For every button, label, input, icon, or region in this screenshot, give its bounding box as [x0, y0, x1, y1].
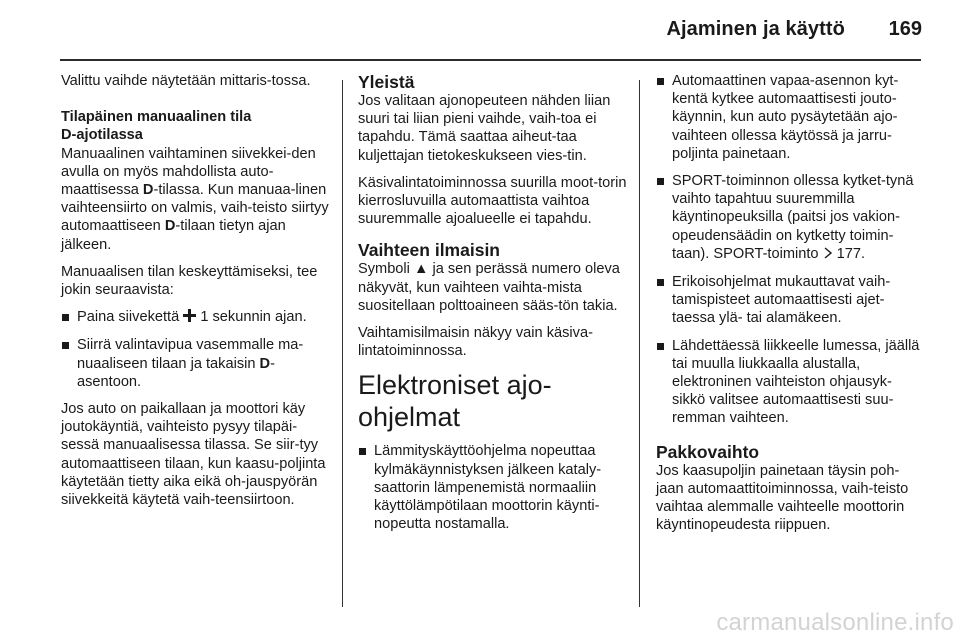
list-item: Paina siivekettä 1 sekunnin ajan.	[61, 308, 333, 327]
page-reference-link[interactable]: 177.	[836, 245, 866, 262]
bullet-icon	[657, 279, 664, 286]
paragraph-gear-too-high-low: Jos valitaan ajonopeuteen nähden liian suuri tai liian pieni vaihde, vaih-toa ei tapahdu. Tämä saattaa aiheut-taa kuljettajan tietokeskukseen vies-tin.	[358, 93, 611, 164]
bullet-icon	[657, 343, 664, 350]
upshift-arrow-icon: ▲	[413, 261, 429, 278]
watermark: carmanualsonline.info	[716, 609, 954, 636]
header-rule	[60, 59, 921, 61]
section-title: Ajaminen ja käyttö	[666, 18, 845, 40]
heading-kickdown: Pakkovaihto	[656, 441, 760, 462]
bullet-icon	[62, 314, 69, 321]
list-item: Lämmityskäyttöohjelma nopeuttaa kylmäkäynnistyksen jälkeen kataly-saattorin lämpenemistä normaaliin käyttölämpötilaan moottorin käynti-nopeutta nostamalla.	[358, 442, 628, 533]
page-header	[0, 0, 960, 60]
subheading-line-2: D-ajotilassa	[61, 127, 143, 144]
list-item: Automaattinen vapaa-asennon kyt-kentä kytkee automaattisesti jouto-käynnin, kun auto pysäytetään ajo-vaihteen ollessa käytössä ja jarru-poljinta painetaan.	[656, 72, 924, 163]
column-divider-2	[639, 80, 640, 607]
list-item: Siirrä valintavipua vasemmalle ma-nuaaliseen tilaan ja takaisin D-asentoon.	[61, 336, 333, 391]
subheading-line-1: Tilapäinen manuaalinen tila	[61, 109, 252, 126]
paragraph-gear-symbol: Symboli ▲ ja sen perässä numero oleva näkyvät, kun vaihteen vaihta-mista suositellaan polttoaineen sääs-tön takia.	[358, 261, 620, 314]
paragraph-indicator-manual-only: Vaihtamisilmaisin näkyy vain käsiva-lintatoiminnossa.	[358, 325, 593, 360]
subheading-temporary-manual	[61, 108, 333, 144]
bullet-icon	[657, 178, 664, 185]
page-reference-icon	[823, 246, 833, 264]
plus-paddle-icon	[183, 309, 196, 327]
intro-paragraph: Valittu vaihde näytetään mittaris-tossa.	[61, 73, 311, 89]
paragraph-manual-mode-rpm: Käsivalintatoiminnossa suurilla moot-torin kierrosluvuilla automaattista vaihtoa suuremmalle ajoalueelle ei tapahdu.	[358, 174, 627, 228]
column-2	[358, 72, 628, 542]
list-item: SPORT-toiminnon ollessa kytket-tynä vaihto tapahtuu suuremmilla käyntinopeuksilla (paitsi jos vakion-opeudensäädin on kytketty toimin-taan). SPORT-toiminto 177.	[656, 172, 924, 264]
page-number: 169	[888, 18, 922, 40]
paragraph-kickdown: Jos kaasupoljin painetaan täysin poh-jaan automaattitoiminnossa, vaih-teisto vaihtaa alemmalle vaihteelle moottorin käyntinopeudesta riippuen.	[656, 462, 909, 534]
column-1	[61, 72, 333, 518]
list-item: Lähdettäessä liikkeelle lumessa, jäällä tai muulla liukkaalla alustalla, elektroninen vaihteiston ohjausyk-sikkö valitsee automaattisesti suu-remman vaihteen.	[656, 337, 924, 428]
bullet-icon	[657, 78, 664, 85]
heading-general: Yleistä	[358, 72, 415, 92]
heading-electronic-programs: Elektroniset ajo-ohjelmat	[358, 370, 552, 433]
column-3	[656, 72, 924, 543]
heading-gear-indicator: Vaihteen ilmaisin	[358, 240, 500, 261]
bullet-icon	[359, 448, 366, 455]
paragraph-idle-behavior: Jos auto on paikallaan ja moottori käy joutokäyntiä, vaihteisto pysyy tilapäi-sessä manuaalisessa tilassa. Se siir-tyy automaattiseen tilaan, kun kaasu-poljinta käytetään tietty aika eikä oh-jauspyörän siivekkeitä käytetä vaih-teensiirtoon.	[61, 401, 326, 509]
column-divider-1	[342, 80, 343, 607]
bullet-icon	[62, 342, 69, 349]
list-item: Erikoisohjelmat mukauttavat vaih-tamispisteet automaattisesti ajet-taessa ylä- tai alamäkeen.	[656, 273, 924, 328]
paragraph-cancel-manual: Manuaalisen tilan keskeyttämiseksi, tee jokin seuraavista:	[61, 263, 318, 299]
paragraph-manual-shifting: Manuaalinen vaihtaminen siivekkei-den avulla on myös mahdollista auto-maattisessa D-tilassa. Kun manuaa-linen vaihteensiirto on valmis, vaih-teisto siirtyy automaattiseen D-tilaan tietyn ajan jälkeen.	[61, 145, 329, 253]
